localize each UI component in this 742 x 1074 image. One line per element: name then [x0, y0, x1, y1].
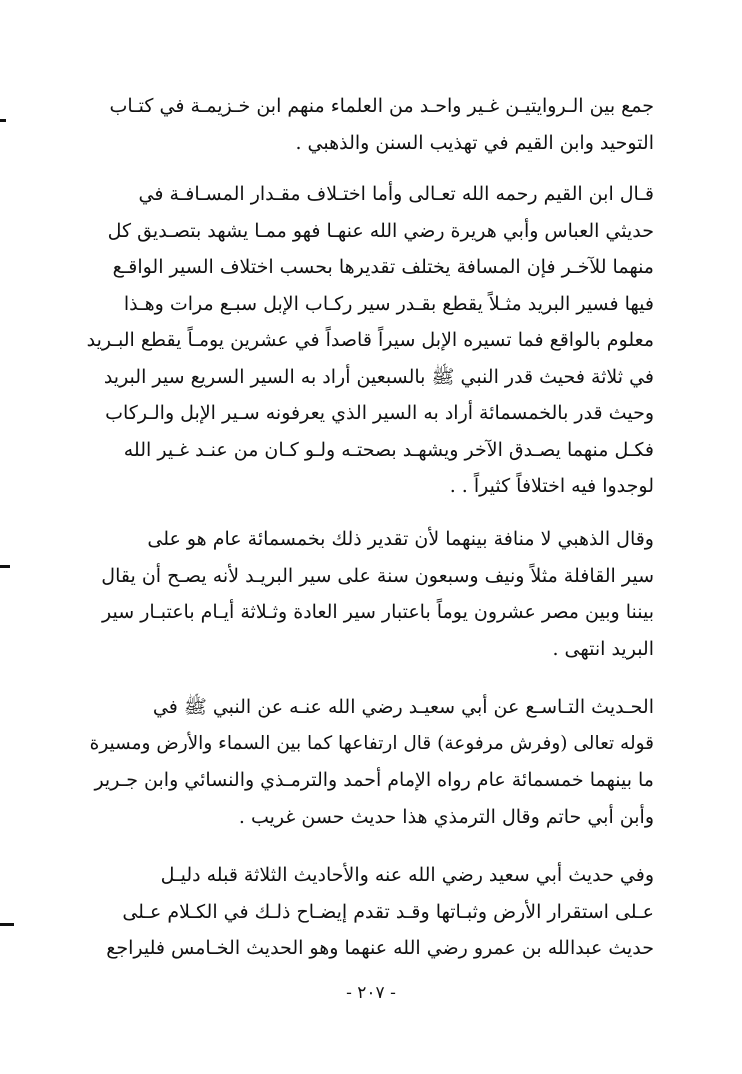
text-line: البريد انتهى . [552, 637, 654, 660]
text-line: وفي حديث أبي سعيد رضي الله عنه والأحاديث الثلاثة قبله دليـل [160, 864, 654, 886]
margin-mark [0, 119, 6, 122]
text-line: وأبن أبي حاتم وقال الترمذي هذا حديث حسن غريب . [238, 805, 654, 828]
text-line: معلوم بالواقع فما تسيره الإبل سيراً قاصداً في عشرين يومـاً يقطع البـريد [86, 329, 654, 351]
text-line: قوله تعالى (وفرش مرفوعة) قال ارتفاعها كما بين السماء والأرض ومسيرة [89, 732, 654, 754]
margin-mark [0, 923, 14, 926]
text-line: قـال ابن القيم رحمه الله تعـالى وأما اختـلاف مقـدار المسـافـة في [138, 183, 654, 205]
text-line: وحيث قدر بالخمسمائة أراد به السير الذي يعرفونه سـير الإبل والـركاب [105, 402, 654, 424]
text-line: جمع بين الـروايتيـن غـير واحـد من العلماء منهم ابن خـزيمـة في كتـاب [109, 95, 654, 117]
paragraph-5 [80, 857, 654, 967]
text-line: سير القافلة مثلاً ونيف وسبعون سنة على سير البريـد لأنه يصـح أن يقال [101, 564, 654, 587]
text-line: الحـديث التـاسـع عن أبي سعيـد رضي الله عنـه عن النبي ﷺ في [152, 696, 654, 718]
text-line: فكـل منهما يصـدق الآخر ويشهـد بصحتـه ولـو كـان من عنـد غـير الله [123, 438, 654, 461]
margin-mark [0, 565, 10, 568]
text-line: عـلى استقرار الأرض وثبـاتها وقـد تقدم إيضـاح ذلـك في الكـلام عـلى [122, 900, 654, 923]
text-line: حديث عبدالله بن عمرو رضي الله عنهما وهو الحديث الخـامس فليراجع [106, 937, 654, 959]
text-line: التوحيد وابن القيم في تهذيب السنن والذهبي . [295, 131, 654, 154]
text-line: لوجدوا فيه اختلافاً كثيراً . . [449, 475, 654, 497]
text-line: فيها فسير البريد مثـلاً يقطع بقـدر سير ركـاب الإبل سبـع مرات وهـذا [123, 292, 654, 315]
paragraph-4 [80, 689, 654, 835]
text-line: حديثي العباس وأبي هريرة رضي الله عنهـا فهو ممـا يشهد بتصـديق كل [107, 219, 654, 242]
text-line: ما بينهما خمسمائة عام رواه الإمام أحمد والترمـذي والنسائي وابن جـرير [94, 769, 654, 791]
page-number: - ٢٠٧ - [346, 983, 396, 1003]
paragraph-1 [80, 88, 654, 161]
paragraph-3 [80, 521, 654, 667]
paragraph-2 [80, 176, 654, 505]
text-line: بيننا وبين مصر عشرون يوماً باعتبار سير العادة وثـلاثة أيـام باعتبـار سير [102, 601, 654, 623]
text-line: وقال الذهبي لا منافة بينهما لأن تقدير ذلك بخمسمائة عام هو على [147, 528, 654, 550]
text-line: منهما للآخـر فإن المسافة يختلف تقديرها بحسب اختلاف السير الواقـع [112, 256, 654, 278]
text-line: في ثلاثة فحيث قدر النبي ﷺ بالسبعين أراد به السير السريع سير البريد [103, 365, 654, 388]
